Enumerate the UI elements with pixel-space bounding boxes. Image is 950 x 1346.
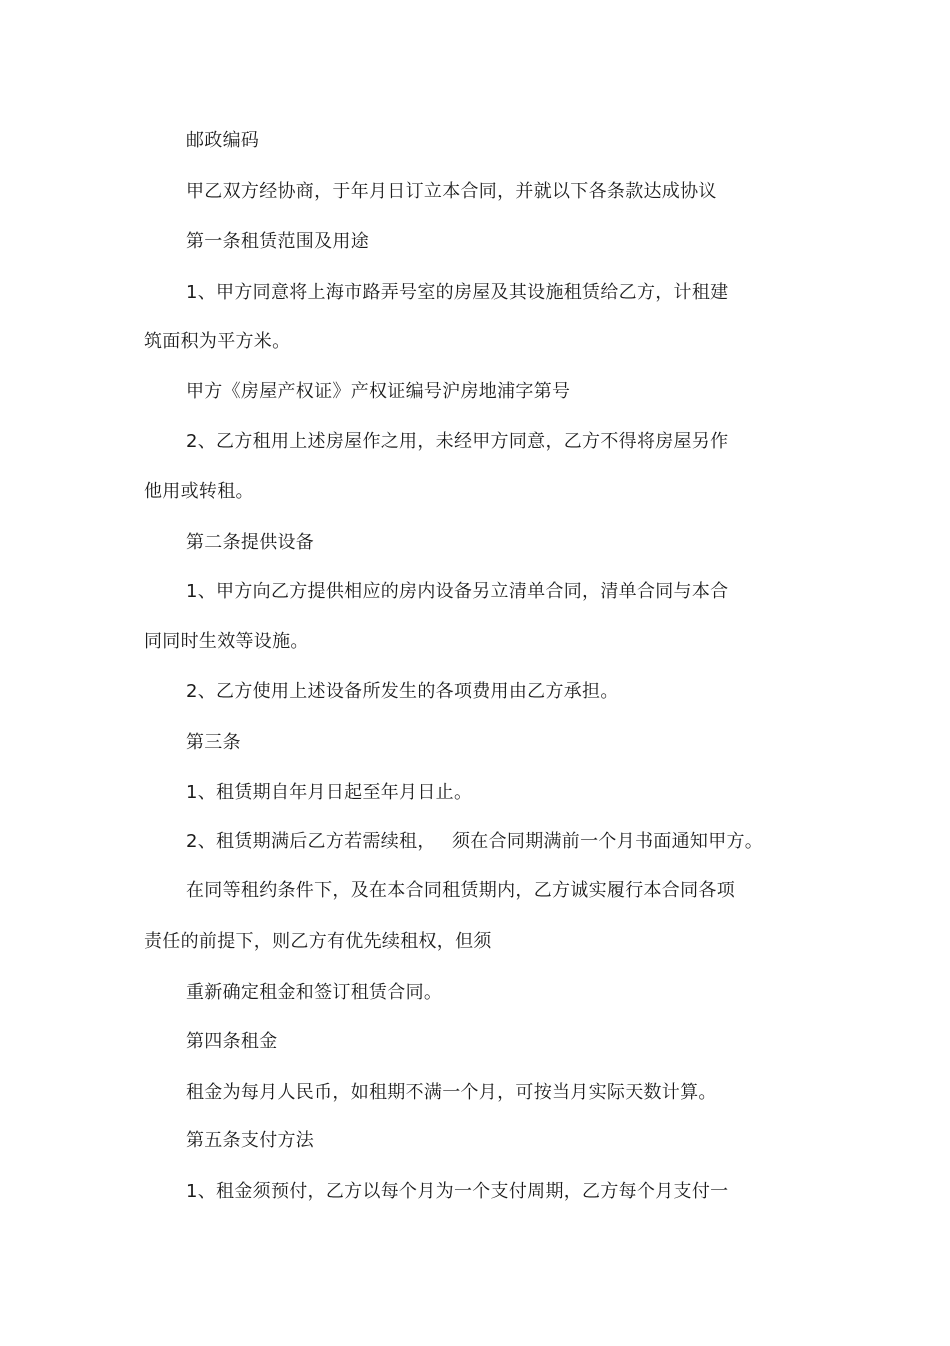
agreement-intro: 甲乙双方经协商，于年月日订立本合同，并就以下各条款达成协议: [186, 181, 717, 202]
article-1-clause-1: 1、甲方同意将上海市路弄号室的房屋及其设施租赁给乙方，计租建: [186, 282, 729, 303]
article-2-heading: 第二条提供设备: [186, 532, 315, 553]
article-2-clause-1: 1、甲方向乙方提供相应的房内设备另立清单合同，清单合同与本合: [186, 581, 729, 602]
article-2-clause-1-cont: 同同时生效等设施。: [144, 631, 309, 652]
article-3-clause-2: 2、租赁期满后乙方若需续租，: [186, 831, 436, 852]
article-1-clause-1-cont: 筑面积为平方米。: [144, 331, 291, 352]
rent-amount-clause: 租金为每月人民币，如租期不满一个月，可按当月实际天数计算。: [186, 1082, 717, 1103]
article-3-heading: 第三条: [186, 732, 241, 753]
article-3-clause-1: 1、租赁期自年月日起至年月日止。: [186, 782, 473, 803]
postal-code-label: 邮政编码: [186, 130, 260, 151]
article-1-heading: 第一条租赁范围及用途: [186, 231, 369, 252]
article-3-clause-2-notice: 须在合同期满前一个月书面通知甲方。: [452, 831, 764, 852]
renewal-requirement: 重新确定租金和签订租赁合同。: [186, 982, 443, 1003]
article-5-clause-1: 1、租金须预付，乙方以每个月为一个支付周期，乙方每个月支付一: [186, 1181, 729, 1202]
property-certificate-line: 甲方《房屋产权证》产权证编号沪房地浦字第号: [186, 381, 571, 402]
article-2-clause-2: 2、乙方使用上述设备所发生的各项费用由乙方承担。: [186, 681, 619, 702]
renewal-condition-cont: 责任的前提下，则乙方有优先续租权，但须: [144, 931, 492, 952]
article-4-heading: 第四条租金: [186, 1031, 278, 1052]
article-1-clause-2-cont: 他用或转租。: [144, 481, 254, 502]
article-5-heading: 第五条支付方法: [186, 1130, 315, 1151]
article-1-clause-2: 2、乙方租用上述房屋作之用，未经甲方同意，乙方不得将房屋另作: [186, 431, 729, 452]
renewal-condition: 在同等租约条件下，及在本合同租赁期内，乙方诚实履行本合同各项: [186, 880, 735, 901]
